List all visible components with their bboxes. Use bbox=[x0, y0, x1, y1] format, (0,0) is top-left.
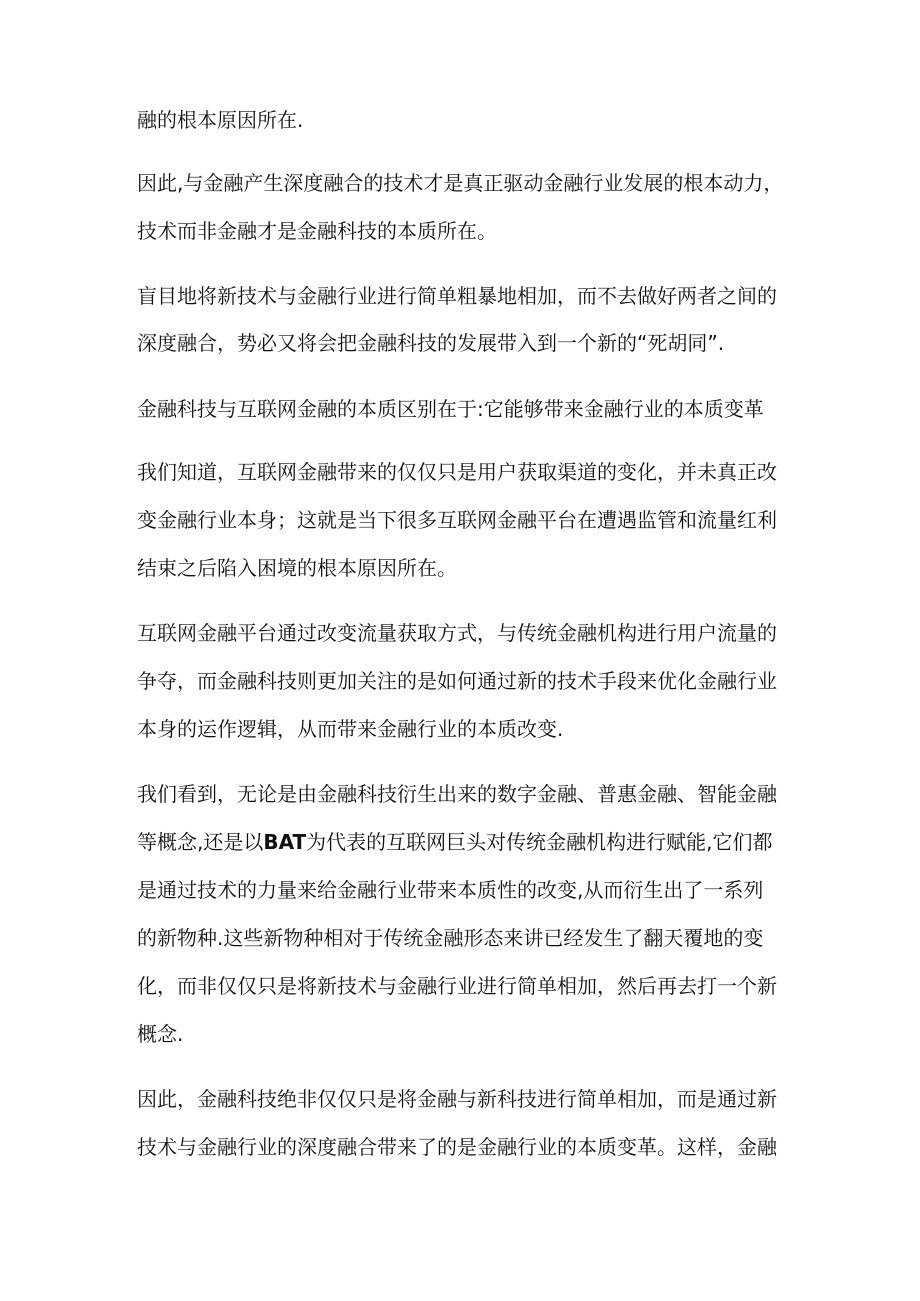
text-line: 融的根本原因所在. bbox=[137, 108, 304, 132]
text-line: 因此，金融科技绝非仅仅只是将金融与新科技进行简单相加，而是通过新 bbox=[137, 1087, 777, 1111]
text-line: 本身的运作逻辑，从而带来金融行业的本质改变. bbox=[137, 717, 564, 741]
text-line: 概念. bbox=[137, 1022, 184, 1046]
text-line: 互联网金融平台通过改变流量获取方式，与传统金融机构进行用户流量的 bbox=[137, 621, 777, 645]
text-line: 争夺，而金融科技则更加关注的是如何通过新的技术手段来优化金融行业 bbox=[137, 669, 777, 693]
text-line: 金融科技与互联网金融的本质区别在于:它能够带来金融行业的本质变革 bbox=[137, 397, 764, 421]
text-line: 等概念,还是以BAT为代表的互联网巨头对传统金融机构进行赋能,它们都 bbox=[137, 830, 773, 854]
text-line: 结束之后陷入困境的根本原因所在。 bbox=[137, 556, 457, 580]
text-line: 我们看到，无论是由金融科技衍生出来的数字金融、普惠金融、智能金融 bbox=[137, 782, 777, 806]
text-line: 深度融合，势必又将会把金融科技的发展带入到一个新的“死胡同”. bbox=[137, 331, 725, 355]
text-line: 盲目地将新技术与金融行业进行简单粗暴地相加，而不去做好两者之间的 bbox=[137, 284, 777, 308]
text-line: 因此,与金融产生深度融合的技术才是真正驱动金融行业发展的根本动力， bbox=[137, 171, 784, 195]
text-line: 变金融行业本身；这就是当下很多互联网金融平台在遭遇监管和流量红利 bbox=[137, 508, 777, 532]
text-line: 我们知道，互联网金融带来的仅仅只是用户获取渠道的变化，并未真正改 bbox=[137, 460, 777, 484]
text-line: 技术而非金融才是金融科技的本质所在。 bbox=[137, 219, 497, 243]
text-line: 化，而非仅仅只是将新技术与金融行业进行简单相加，然后再去打一个新 bbox=[137, 974, 777, 998]
bold-text: BAT bbox=[263, 830, 307, 854]
text-line: 技术与金融行业的深度融合带来了的是金融行业的本质变革。这样，金融 bbox=[137, 1135, 777, 1159]
text-line: 的新物种.这些新物种相对于传统金融形态来讲已经发生了翻天覆地的变 bbox=[137, 926, 764, 950]
text-line: 是通过技术的力量来给金融行业带来本质性的改变,从而衍生出了一系列 bbox=[137, 878, 764, 902]
